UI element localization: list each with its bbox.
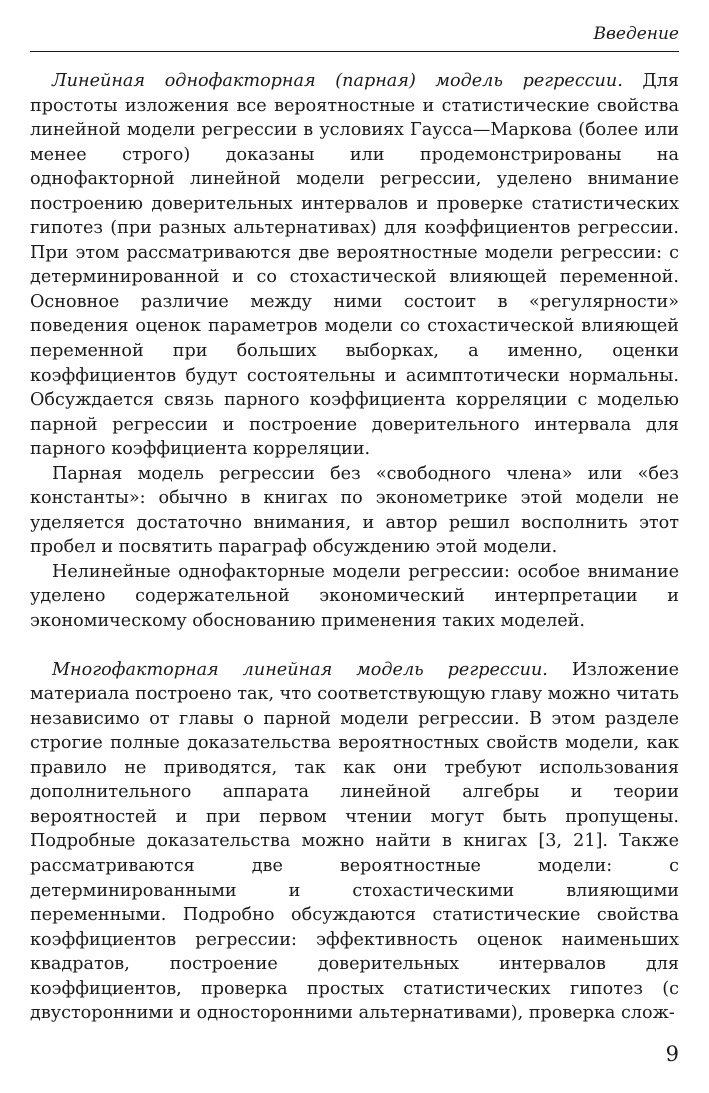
paragraph-body: Изложение материала построено так, что соответствующую главу можно читать независимо от главы о парной модели регрессии. В этом разделе строгие полные доказательства вероятностных свойств модели, как правило не приводятся, так как они требуют использования дополнительного аппарата линейной алгебры и теории вероятностей и при первом чтении могут быть пропущены. Подробные доказательства можно найти в книгах [3, 21]. Также рассматриваются две вероятностные модели: с детерминированными и стохастическими влияющими переменными. Подробно обсуждаются статистические свойства коэффициентов регрессии: эффективность оценок наименьших квадратов, построение доверительных интервалов для коэффициентов, проверка простых статистических гипотез (с двусторонними и односторонними альтернативами), проверка слож- [30, 659, 679, 1024]
paragraph-multiple-regression [30, 658, 679, 1026]
paragraph-nonlinear-models [30, 560, 679, 634]
book-page [30, 0, 679, 1093]
running-head-title: Введение [593, 24, 679, 44]
paragraph-body: Для простоты изложения все вероятностные и статистические свойства линейной модели регрессии в условиях Гаусса—Маркова (более или менее строго) доказаны или продемонстрированы на однофакторной линейной модели регрессии, уделено внимание построению доверительных интервалов и проверке статистических гипотез (при разных альтернативах) для коэффициентов регрессии. При этом рассматриваются две вероятностные модели регрессии: с детерминированной и со стохастической влияющей переменной. Основное различие между ними состоит в «регулярности» поведения оценок параметров модели со стохастической влияющей переменной при больших выборках, а именно, оценки коэффициентов будут состоятельны и асимптотически нормальны. Обсуждается связь парного коэффициента корреляции с моделью парной регрессии и построение доверительного интервала для парного коэффициента корреляции. [30, 71, 679, 460]
paragraph-no-intercept [30, 462, 679, 560]
paragraph-body: Нелинейные однофакторные модели регрессии: особое внимание уделено содержательной экономический интерпретации и экономическому обоснованию применения таких моделей. [30, 561, 679, 632]
paragraph-body: Парная модель регрессии без «свободного члена» или «без константы»: обычно в книгах по эконометрике этой модели не уделяется достаточно внимания, и автор решил восполнить этот пробел и посвятить параграф обсуждению этой модели. [30, 463, 679, 558]
body-text [30, 69, 679, 1026]
paragraph-lead: Многофакторная линейная модель регрессии. [52, 659, 548, 680]
page-number: 9 [665, 1042, 679, 1066]
paragraph-lead: Линейная однофакторная (парная) модель регрессии. [52, 71, 623, 91]
header-rule [30, 51, 679, 52]
paragraph-simple-regression [30, 69, 679, 462]
